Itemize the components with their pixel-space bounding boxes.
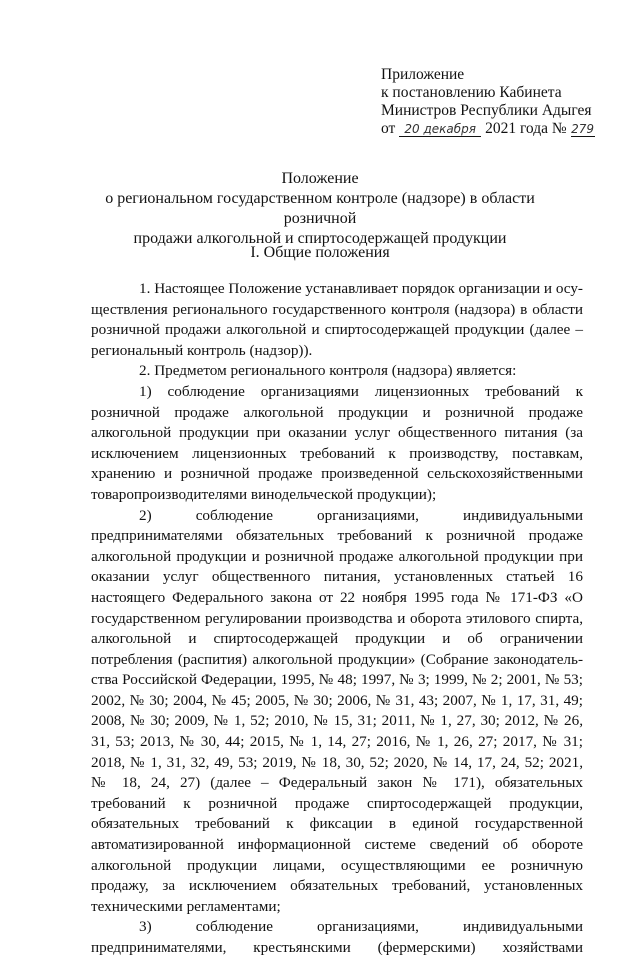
body-line: требований к розничной продаже спиртосодержащей продукции, bbox=[91, 794, 583, 812]
appendix-date-field bbox=[399, 122, 481, 137]
body-line: предпринимателями обязательных требований к розничной продаже bbox=[91, 527, 583, 545]
body-line: потребления (распития) алкогольной продукции» (Собрание законодатель- bbox=[91, 650, 583, 668]
appendix-date: 20 декабря bbox=[404, 122, 476, 136]
body-line: оказании услуг общественного питания, установленных статьей 16 bbox=[91, 568, 583, 586]
appendix-number-field bbox=[571, 122, 595, 137]
body-line: хранению и розничной продаже произведенной сельскохозяйственными bbox=[91, 465, 583, 483]
section-heading: I. Общие положения bbox=[250, 244, 390, 261]
body-line: 2) соблюдение организациями, индивидуальными bbox=[139, 506, 583, 524]
body-line: 1) соблюдение организациями лицензионных требований к bbox=[139, 382, 583, 400]
appendix-header bbox=[381, 66, 595, 138]
body-line: 1. Настоящее Положение устанавливает порядок организации и осу- bbox=[139, 280, 583, 297]
body-line: 2018, № 1, 31, 32, 49, 53; 2019, № 18, 30, 52; 2020, № 14, 17, 24, 52; 2021, bbox=[91, 753, 583, 771]
body-line: розничной продаже алкогольной продукции и розничной продаже bbox=[91, 403, 583, 421]
body-line: настоящего Федерального закона от 22 ноября 1995 года № 171-ФЗ «О bbox=[91, 588, 583, 606]
body-line: алкогольной продукции при оказании услуг общественного питания (за bbox=[91, 424, 583, 442]
body-line: товаропроизводителями винодельческой продукции); bbox=[91, 485, 437, 503]
body-line: продажу, за исключением обязательных требований, установленных bbox=[91, 877, 583, 895]
body-line: розничной продажи алкогольной и спиртосодержащей продукции (далее – bbox=[91, 321, 583, 339]
document-body bbox=[91, 279, 583, 959]
body-line: алкогольной продукции и розничной продаже алкогольной продукции при bbox=[91, 547, 583, 565]
body-line: 3) соблюдение организациями, индивидуальными bbox=[139, 918, 583, 936]
body-line: исключением лицензионных требований к производству, поставкам, bbox=[91, 444, 583, 462]
body-line: предпринимателями, крестьянскими (фермерскими) хозяйствами bbox=[91, 939, 583, 956]
body-line: ства Российской Федерации, 1995, № 48; 1997, № 3; 1999, № 2; 2001, № 53; bbox=[91, 671, 583, 689]
appendix-year: 2021 года № bbox=[485, 120, 567, 137]
body-line: № 18, 24, 27) (далее – Федеральный закон № 171), обязательных bbox=[91, 774, 583, 792]
appendix-line-2: к постановлению Кабинета bbox=[381, 84, 562, 101]
body-line: 31, 53; 2013, № 30, 44; 2015, № 1, 14, 27; 2016, № 1, 26, 27; 2017, № 31; bbox=[91, 733, 583, 751]
body-line: государственном регулировании производства и оборота этилового спирта, bbox=[91, 609, 583, 627]
body-line: региональный контроль (надзор)). bbox=[91, 341, 313, 359]
appendix-line-1: Приложение bbox=[381, 66, 465, 83]
appendix-date-line bbox=[381, 120, 595, 138]
body-line: автоматизированной информационной системе сведений об обороте bbox=[91, 836, 583, 854]
title-line-2: о региональном государственном контроле (надзоре) в области розничной bbox=[105, 190, 535, 227]
body-line: алкогольной продукции лицами, осуществляющими ее розничную bbox=[91, 856, 583, 874]
body-line: алкогольной и спиртосодержащей продукции и об ограничении bbox=[91, 630, 583, 648]
body-line: 2008, № 30; 2009, № 1, 52; 2010, № 15, 31; 2011, № 1, 27, 30; 2012, № 26, bbox=[91, 712, 583, 730]
body-line: 2. Предметом регионального контроля (надзора) является: bbox=[139, 362, 517, 380]
document-title bbox=[90, 169, 550, 249]
title-line-3: продажи алкогольной и спиртосодержащей продукции bbox=[133, 230, 507, 247]
body-line: обязательных требований к фиксации в единой государственной bbox=[91, 815, 583, 833]
body-line: 2002, № 30; 2004, № 45; 2005, № 30; 2006, № 31, 43; 2007, № 1, 17, 31, 49; bbox=[91, 691, 583, 709]
appendix-number: 279 bbox=[571, 122, 594, 136]
body-line: техническими регламентами; bbox=[91, 897, 281, 915]
title-line-1: Положение bbox=[281, 170, 359, 187]
appendix-from: от bbox=[381, 120, 396, 137]
appendix-line-3: Министров Республики Адыгея bbox=[381, 102, 592, 119]
body-line: ществления регионального государственного контроля (надзора) в области bbox=[91, 300, 583, 318]
